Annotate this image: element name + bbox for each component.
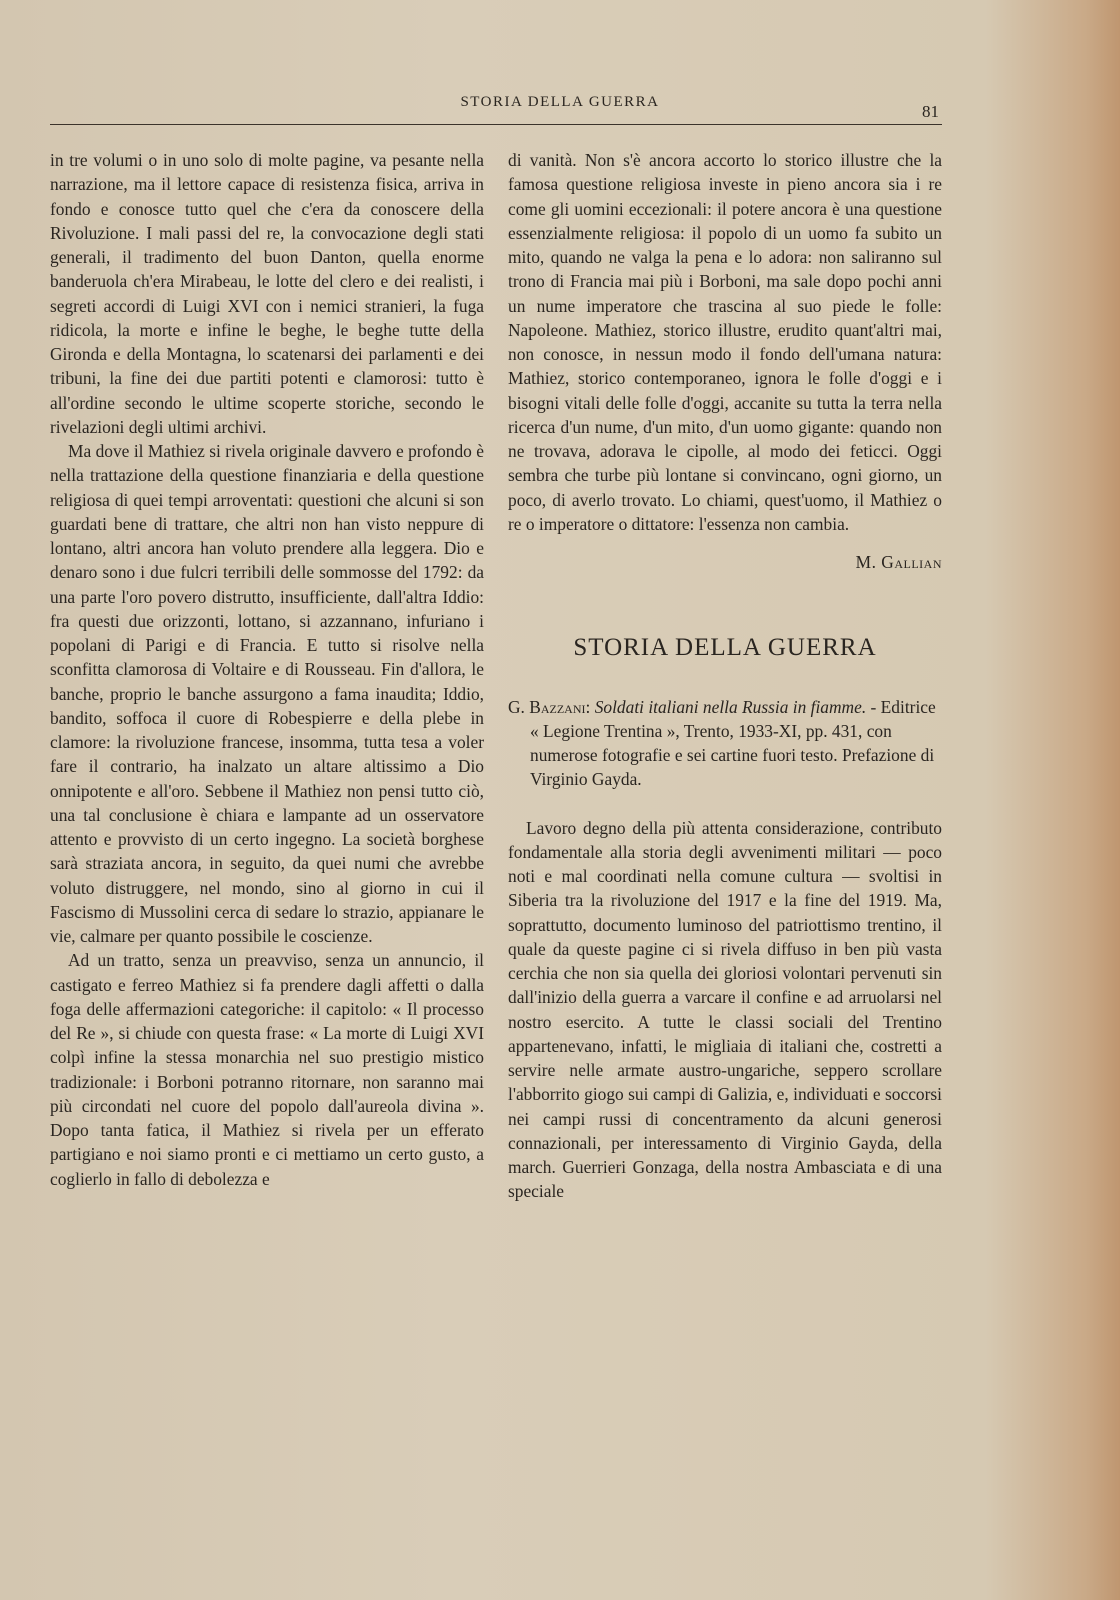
left-paragraph-3: Ad un tratto, senza un preavviso, senza un annuncio, il castigato e ferreo Mathiez si fa prendere dagli affetti o dalla foga delle affermazioni categoriche: il capitolo: « Il processo del Re », si chiude con questa frase: « La morte di Luigi XVI colpì infine la stessa monarchia nel suo prestigio mistico tradizionale: i Borboni potranno ritornare, non saranno mai più circondati nel cuore del popolo dall'aureola divina ». Dopo tanta fatica, il Mathiez si rivela per un efferato partigiano e noi siamo pronti e ci mettiamo un certo gusto, a coglierlo in fallo di debolezza e (50, 950, 484, 1189)
left-paragraph-1: in tre volumi o in uno solo di molte pagine, va pesante nella narrazione, ma il lettore capace di resistenza fisica, arriva in fondo e conosce tutto quel che c'era da conoscere della Rivoluzione. I mali passi del re, la convocazione degli stati generali, il tradimento del buon Danton, quella enorme banderuola ch'era Mirabeau, le lotte del clero e dei realisti, i segreti accordi di Luigi XVI con i nemici stranieri, la fuga ridicola, la morte e infine le beghe, le beghe tutte della Gironda e della Montagna, lo scatenarsi dei parlamenti e dei tribuni, la fine dei due partiti potenti e clamorosi: tutto è all'ordine secondo le ultime scoperte storiche, secondo le rivelazioni degli ultimi archivi. (50, 150, 484, 437)
section-title: STORIA DELLA GUERRA (573, 634, 877, 662)
running-head: STORIA DELLA GUERRA (460, 94, 660, 110)
book-citation: G. Bazzani: Soldati italiani nella Russia in fiamme. - Editrice « Legione Trentina », Trento, 1933-XI, pp. 431, con numerose fotografie e sei cartine fuori testo. Prefazione di Virginio Gayda. (508, 696, 936, 790)
header-rule (50, 124, 942, 125)
review-signature: M. Gallian (855, 552, 942, 572)
citation-details: - Editrice « Legione Trentina », Trento, 1933-XI, pp. 431, con numerose fotografie e sei cartine fuori testo. Prefazione di Virginio Gayda. (530, 696, 936, 790)
right-paragraph-2: Lavoro degno della più attenta considerazione, contributo fondamentale alla storia degli avvenimenti militari — poco noti e mal coordinati nella comune cultura — svoltisi in Siberia tra la rivoluzione del 1917 e la fine del 1919. Ma, soprattutto, documento luminoso del patriottismo trentino, il quale da queste pagine ci si rivela diffuso in ben più vasta cerchia che non sia quella dei gloriosi volontari pervenuti sin dall'inizio della guerra a varcare il confine e ad arruolarsi nel nostro esercito. A tutte le classi sociali del Trentino appartenevano, infatti, le migliaia di italiani che, costretti a servire nelle armate austro-ungariche, seppero scrollare l'abborrito giogo sui campi di Galizia, e, individuati e soccorsi nei campi russi di concentramento da alcuni generosi connazionali, per interessamento di Virginio Gayda, della march. Guerrieri Gonzaga, della nostra Ambasciata e di una speciale (508, 817, 942, 1202)
left-column (50, 148, 484, 1191)
citation-title: Soldati italiani nella Russia in fiamme. (594, 696, 867, 717)
page-number: 81 (922, 102, 939, 121)
right-column (508, 148, 942, 1204)
citation-author: G. Bazzani (508, 696, 586, 717)
right-paragraph-1: di vanità. Non s'è ancora accorto lo storico illustre che la famosa questione religiosa investe in pieno ancora sia i re come gli uomini eccezionali: il potere ancora è una questione essenzialmente religiosa: il popolo di un uomo fa subito un mito, quando ne valga la pena e lo adora: non saliranno sul trono di Francia mai più i Borboni, ma sale dopo pochi anni un nume imperatore che trascina al suo piede le folle: Napoleone. Mathiez, storico illustre, erudito quant'altri mai, non conosce, in nessun modo il fondo dell'umana natura: Mathiez, storico contemporaneo, ignora le folle d'oggi e i bisogni vitali delle folle d'oggi, accanite su tutta la terra nella ricerca d'un nume, d'un mito, d'un uomo gigante: quando non ne trovava, adorava le cipolle, al modo dei feticci. Oggi sembra che turbe più lontane si convincano, ogni giorno, un poco, di averlo trovato. Lo chiami, quest'uomo, il Mathiez o re o imperatore o dittatore: l'essenza non cambia. (508, 150, 942, 534)
left-paragraph-2: Ma dove il Mathiez si rivela originale davvero e profondo è nella trattazione della questione finanziaria e della questione religiosa di quei tempi arroventati: questioni che alcuni si son guardati bene di trattare, che altri non han visto neppure di lontano, altri ancora han voluto prendere alla leggera. Dio e denaro sono i due fulcri terribili delle sommosse del 1792: da una parte l'oro povero distrutto, insufficiente, dall'altra Iddio: fra questi due orizzonti, lottano, si azzannano, infuriano i popolani di Parigi e di Francia. E tutto si risolve nella sconfitta clamorosa di Voltaire e di Rousseau. Fin d'allora, le banche, proprio le banche assurgono a fama inaudita; Iddio, bandito, soffoca il cuore di Robespierre e della plebe in clamore: la rivoluzione francese, insomma, tutta tesa a voler fare il contrario, ha inalzato un altare altissimo a Dio onnipotente e all'oro. Sebbene il Mathiez non pensi tutto ciò, una tal conclusione è chiara e lampante ad un osservatore attento e provvisto di un certo ingegno. La società borghese sarà straziata ancora, in seguito, da quei numi che avrebbe voluto distruggere, nel mondo, sino al giorno in cui il Fascismo di Mussolini cerca di sedare lo strazio, appianare le vie, calmare per quanto possibile le coscienze. (50, 441, 484, 946)
